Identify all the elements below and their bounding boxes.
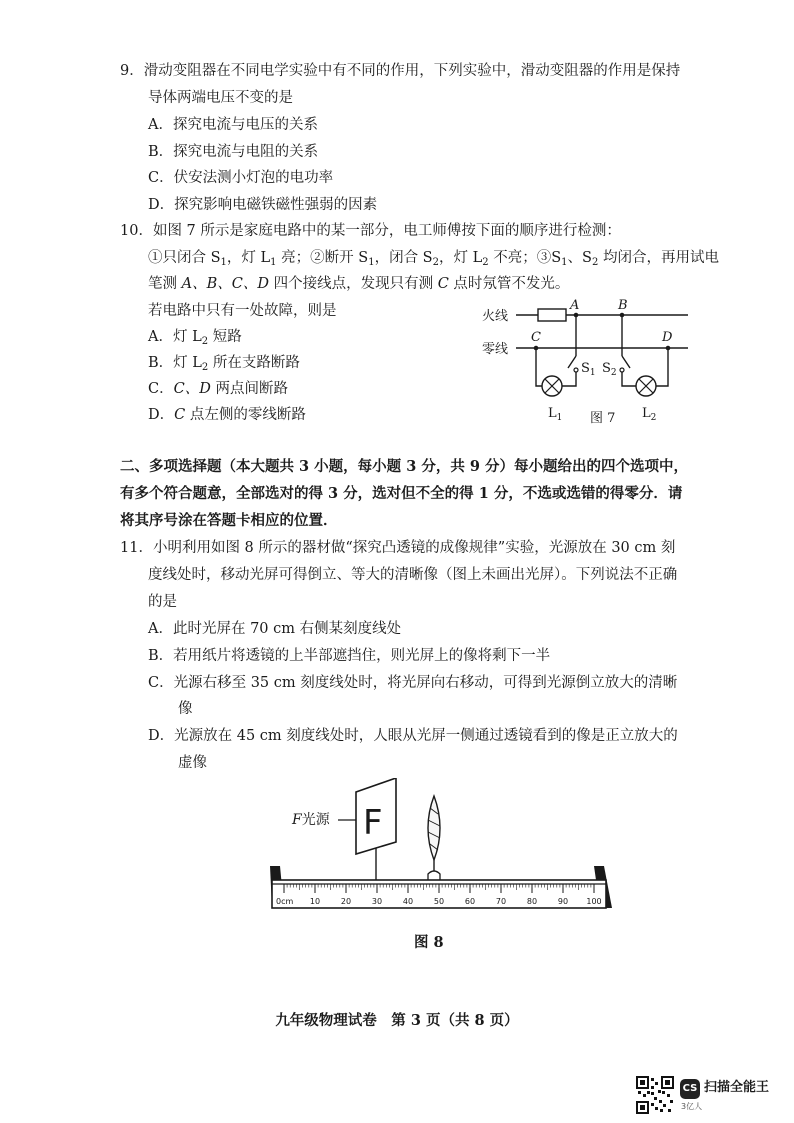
subscript: 1: [561, 257, 568, 268]
switch-s2-subscript: 2: [610, 368, 617, 378]
lamp-l1-subscript: 1: [556, 413, 563, 423]
ruler-tick-label: 20: [340, 897, 352, 906]
q10-cond-point-c: C: [437, 276, 449, 292]
q11-stem-line2: 度线处时，移动光屏可得倒立、等大的清晰像（图上未画出光屏）。下列说法不正确: [148, 567, 678, 583]
point-d-label: D: [662, 330, 673, 345]
q10-option-text: A．灯 L: [148, 329, 202, 345]
q10-cond-text: 亮；②断开 S: [276, 250, 369, 266]
lamp-l2-label: [642, 406, 656, 423]
subscript: 2: [591, 257, 599, 268]
page-footer: 九年级物理试卷 第 3 页（共 8 页）: [275, 1012, 519, 1029]
q11-option-d-line2: 虚像: [178, 755, 207, 771]
q10-cond-text: 均闭合，再用试电: [598, 250, 719, 266]
q10-stem-line1: 10．如图 7 所示是家庭电路中的某一部分，电工师傅按下面的顺序进行检测：: [120, 223, 621, 239]
ruler-tick-label: 90: [557, 897, 569, 906]
section-2-line1: 二、多项选择题（本大题共 3 小题，每小题 3 分，共 9 分）每小题给出的四个选项中，: [120, 458, 689, 475]
q10-option-c: [148, 381, 288, 398]
q10-cond-text: 不亮；③S: [488, 250, 562, 266]
q10-option-text: 短路: [208, 329, 242, 345]
section-2-line3: 将其序号涂在答题卡相应的位置．: [120, 512, 338, 529]
subscript: 2: [201, 336, 209, 347]
scanner-app-name: 扫描全能王: [704, 1080, 770, 1095]
q9-option-c: C．伏安法测小灯泡的电功率: [148, 170, 334, 186]
figure-7-circuit: [478, 294, 698, 434]
q10-conditions-line2: [148, 276, 569, 293]
q10-stem-line3: 若电路中只有一处故障，则是: [148, 303, 337, 319]
subscript: 1: [220, 257, 227, 268]
point-c-label: C: [531, 330, 541, 345]
point-a-label: A: [570, 298, 580, 313]
subscript: 1: [270, 257, 277, 268]
switch-s1-subscript: 1: [589, 368, 596, 378]
q10-cond-text: 笔测: [148, 276, 182, 292]
live-wire-label: 火线: [482, 309, 509, 324]
light-source-letter: F: [363, 803, 383, 843]
subscript: 2: [482, 257, 489, 268]
q10-option-text: D．: [148, 407, 175, 423]
ruler-tick-label: 100: [586, 897, 602, 906]
q9-stem-line2: 导体两端电压不变的是: [148, 90, 293, 106]
switch-s1-contact: [574, 368, 578, 372]
q11-stem-line3: 的是: [148, 594, 177, 610]
q10-option-text: 点左侧的零线断路: [185, 407, 306, 423]
lamp-l1-letter: L: [548, 406, 557, 421]
switch-s2-letter: S: [602, 361, 611, 376]
q10-cond-points: A、B、C、D: [181, 276, 269, 292]
q9-option-d: D．探究影响电磁铁磁性强弱的因素: [148, 197, 378, 213]
q10-conditions-line1: [148, 250, 719, 269]
ruler-tick-label: 60: [464, 897, 476, 906]
subscript: 2: [432, 257, 439, 268]
figure-8-caption-text: 图 8: [414, 934, 444, 951]
scanner-app-badge: CS: [680, 1079, 700, 1099]
q11-option-b: B．若用纸片将透镜的上半部遮挡住，则光屏上的像将剩下一半: [148, 648, 551, 664]
q10-option-point: C: [174, 407, 186, 423]
switch-s1-label: [581, 361, 596, 378]
scanner-app-users: 3亿人: [681, 1102, 703, 1111]
ruler-tick-label: 10: [309, 897, 321, 906]
branch2-wire: [622, 372, 636, 386]
switch-s2-label: [602, 361, 617, 378]
q11-option-c-line1: C．光源右移至 35 cm 刻度线处时，将光屏向右移动，可得到光源倒立放大的清晰: [148, 675, 678, 691]
q10-cond-text: 、S: [567, 250, 592, 266]
q10-cond-text: ①只闭合 S: [148, 250, 221, 266]
q10-option-text: 所在支路断路: [208, 355, 300, 371]
point-b-label: B: [618, 298, 628, 313]
q10-option-text: B．灯 L: [148, 355, 202, 371]
q10-cond-text: ，灯 L: [439, 250, 483, 266]
switch-s2: [622, 356, 630, 368]
subscript: 2: [201, 362, 209, 373]
q11-option-c-line2: 像: [178, 701, 193, 717]
figure-8-optical-bench: [262, 778, 622, 918]
q10-option-b: [148, 355, 300, 374]
light-source-label: [291, 811, 331, 828]
convex-lens: [428, 796, 440, 860]
light-source-label-text: 光源: [301, 812, 330, 828]
q9-option-a: A．探究电流与电压的关系: [148, 117, 318, 133]
q11-stem-line1: 11．小明利用如图 8 所示的器材做“探究凸透镜的成像规律”实验，光源放在 30 cm 刻: [120, 540, 676, 556]
q10-option-d: [148, 407, 306, 424]
q10-cond-text: 点时氖管不发光。: [448, 276, 570, 292]
q10-option-text: C．: [148, 381, 174, 397]
lamp-l1-label: [548, 406, 562, 423]
lamp-l2-letter: L: [642, 406, 651, 421]
q9-stem-line1: 9．滑动变阻器在不同电学实验中有不同的作用，下列实验中，滑动变阻器的作用是保持: [120, 63, 681, 79]
q10-cond-text: ，闭合 S: [374, 250, 433, 266]
fuse: [538, 309, 566, 321]
branch2-wire: [656, 348, 668, 386]
section-2-line2: 有多个符合题意，全部选对的得 3 分，选对但不全的得 1 分，不选或选错的得零分．请: [120, 485, 683, 502]
neutral-wire-label: 零线: [482, 342, 509, 357]
ruler-tick-label: 70: [495, 897, 507, 906]
ruler-tick-label: 80: [526, 897, 538, 906]
q10-option-a: [148, 329, 242, 348]
light-source-label-f: F: [292, 812, 302, 828]
q10-cond-text: 四个接线点，发现只有测: [268, 276, 438, 292]
q11-option-a: A．此时光屏在 70 cm 右侧某刻度线处: [148, 621, 402, 637]
q11-option-d-line1: D．光源放在 45 cm 刻度线处时，人眼从光屏一侧通过透镜看到的像是正立放大的: [148, 728, 678, 744]
q9-option-b: B．探究电流与电阻的关系: [148, 144, 319, 160]
qr-code-icon: [636, 1076, 674, 1114]
q10-cond-text: ，灯 L: [226, 250, 271, 266]
q10-option-text: 两点间断路: [210, 381, 288, 397]
ruler-tick-label: 30: [371, 897, 383, 906]
branch1-wire: [562, 372, 576, 386]
ruler-tick-label: 0cm: [276, 897, 294, 906]
subscript: 1: [368, 257, 375, 268]
switch-s1: [568, 356, 576, 368]
branch1-wire: [536, 348, 542, 386]
ruler-tick-label: 50: [433, 897, 445, 906]
lamp-l2-subscript: 2: [650, 413, 657, 423]
figure-7-caption: 图 7: [590, 411, 616, 426]
switch-s1-letter: S: [581, 361, 590, 376]
q10-option-points: C、D: [173, 381, 211, 397]
switch-s2-contact: [620, 368, 624, 372]
ruler-tick-label: 40: [402, 897, 414, 906]
